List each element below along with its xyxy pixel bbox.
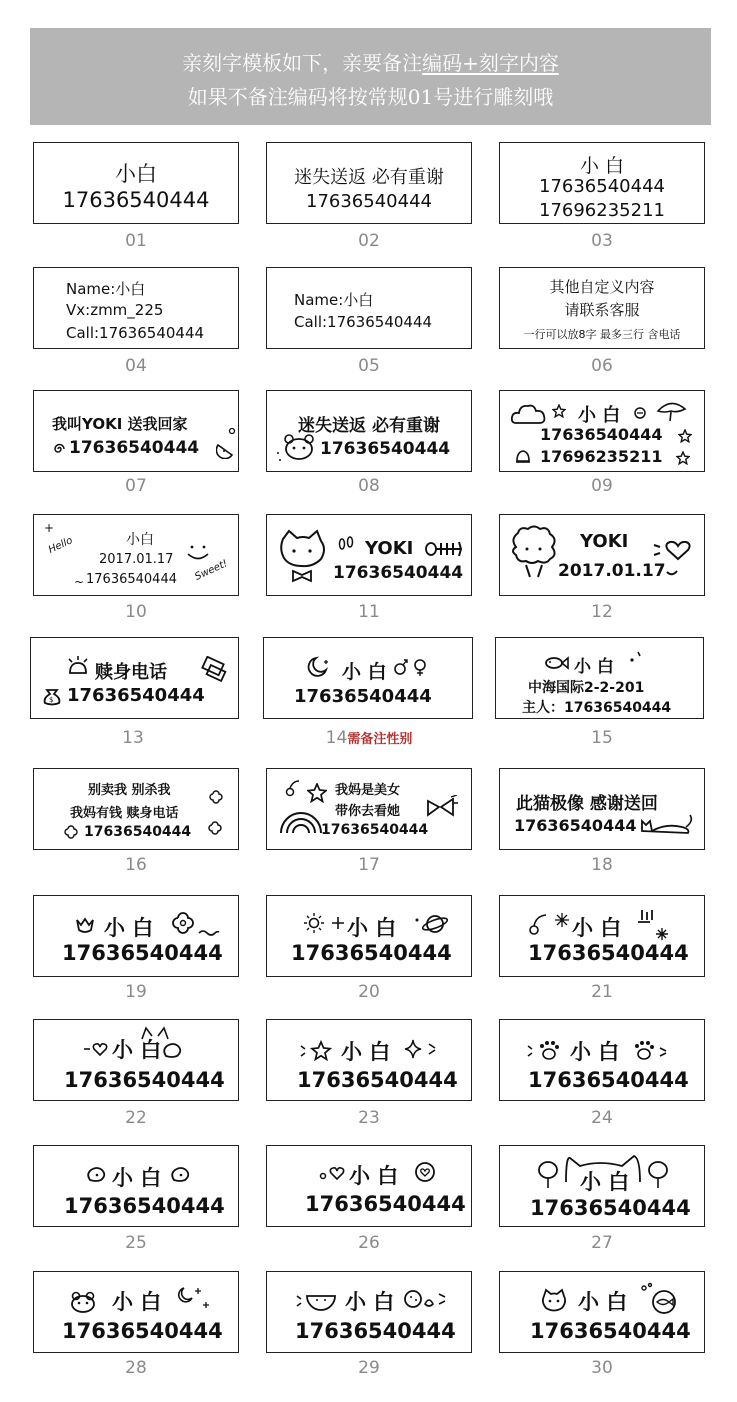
card-line: Name:小白 [66,280,146,298]
template-number: 18 [591,855,613,875]
template-number: 02 [358,231,380,251]
card-name: 小 白 [349,1164,399,1188]
template-number: 10 [125,602,147,622]
template-number: 07 [125,476,147,496]
template-card-02[interactable] [266,142,472,224]
moon-icon [304,656,332,678]
card-phone: 17636540444 [539,176,665,197]
card-phone: 17636540444 [514,816,637,835]
template-card-29[interactable] [266,1271,472,1353]
sparkles-icon [636,908,674,942]
card-phone: 17636540444 [530,1319,691,1343]
template-number: 12 [591,602,613,622]
bear-icon [275,431,321,463]
card-line: Name:小白 [294,291,374,309]
template-number: 23 [358,1108,380,1128]
tulip-icon [72,916,98,938]
heart-circle-icon [413,1160,437,1184]
strawberry-icon [403,1286,449,1312]
paw-icon [526,1040,564,1062]
banner-line-2: 如果不备注编码将按常规01号进行雕刻哦 [187,85,554,109]
smile-icon [184,543,214,563]
card-phone: 17636540444 [305,1192,466,1216]
speech-bubble-icon [170,1166,192,1184]
flower-icon [208,789,224,805]
sun-icon [303,912,325,934]
heart-icon [319,1162,345,1182]
card-name: 小白 [115,162,157,186]
card-phone: 17636540444 [64,1194,225,1218]
card-phone: 17636540444 [321,822,429,838]
star-icon [678,429,692,443]
card-line: 我妈有钱 赎身电话 [70,806,179,821]
template-number: 08 [358,476,380,496]
card-name: 小 白 [112,1290,162,1314]
banner-line-1: 亲刻字模板如下，亲要备注编码+刻字内容 [182,51,559,75]
flower-icon [170,910,196,936]
template-card-24[interactable] [499,1019,705,1101]
plus-icon: + [44,521,55,535]
bow-icon [425,795,459,821]
card-line: 带你去看她 [335,804,401,819]
card-line: 请联系客服 [564,301,640,319]
template-card-06[interactable] [499,267,705,349]
template-card-05[interactable] [266,267,472,349]
template-number: 09 [591,476,613,496]
template-card-20[interactable] [266,895,472,977]
card-phone: 17636540444 [84,824,192,840]
card-owner-phone: 主人：17636540444 [522,700,672,716]
template-number: 30 [591,1358,613,1378]
card-phone: 17636540444 [86,572,177,587]
planet-icon [409,910,449,938]
plus-icon: ~ [74,575,85,589]
template-number-14: 14需备注性别 [325,728,413,748]
card-line: 其他自定义内容 [549,278,655,296]
template-card-10[interactable] [33,514,239,596]
template-number: 16 [125,855,147,875]
card-line: Call:17636540444 [294,313,433,331]
gender-note: 需备注性别 [347,732,413,747]
card-phone: 17636540444 [291,941,452,965]
flower-icon [64,825,78,839]
template-number: 06 [591,356,613,376]
wave-icon [198,928,220,936]
template-number: 04 [125,356,147,376]
ball-icon [633,406,647,420]
card-line: 一行可以放8字 最多三行 含电话 [523,328,681,341]
card-name: 小 白 [112,1038,162,1062]
bear-face-icon [68,1290,98,1314]
mushroom-icon [655,399,689,423]
card-line: Vx:zmm_225 [66,301,164,319]
bell-icon [514,448,532,466]
header-banner [30,28,711,125]
heart-icon [82,1042,108,1056]
template-card-04[interactable] [33,267,239,349]
template-number: 24 [591,1108,613,1128]
template-number: 11 [358,602,380,622]
card-line: 别卖我 别杀我 [88,783,171,798]
card-line: Call:17636540444 [66,324,205,342]
card-phone: 17636540444 [297,1068,458,1092]
template-number: 15 [591,728,613,748]
cat-icon [275,529,331,587]
template-card-15[interactable] [495,637,704,719]
template-card-18[interactable] [499,768,705,850]
money-bag-icon [41,686,63,706]
card-name: YOKI [365,538,414,559]
sweet-text: Sweet! [193,558,230,583]
sparkle-icon [403,1038,441,1062]
template-card-27[interactable] [499,1145,705,1227]
template-number: 19 [125,982,147,1002]
template-card-30[interactable] [499,1271,705,1353]
card-phone: 17636540444 [294,686,432,707]
template-number: 25 [125,1233,147,1253]
card-name: 小 白 [104,916,154,940]
template-card-22[interactable] [33,1019,239,1101]
cherries-icon [528,912,552,936]
card-name: 小 白 [578,405,621,426]
template-number: 17 [358,855,380,875]
sparkle-icon [628,650,644,664]
cloud-icon [510,401,550,427]
template-number: 26 [358,1233,380,1253]
card-name: 小 白 [341,1040,391,1064]
card-phone: 17636540444 [295,1319,456,1343]
template-number: 22 [125,1108,147,1128]
template-card-12[interactable] [499,514,705,596]
card-phone: 17636540444 [306,191,432,212]
card-name: 小 白 [112,1166,162,1190]
card-date: 2017.01.17 [99,552,174,567]
template-number: 01 [125,231,147,251]
card-name: 小 白 [345,1290,395,1314]
card-phone-2: 17696235211 [539,200,665,221]
card-name: 小 白 [580,1170,630,1194]
card-name: 小 白 [574,657,614,677]
cat-face-icon [540,1288,568,1314]
sparkle-icon [554,912,570,928]
drops-icon [337,535,355,551]
template-number: 28 [125,1358,147,1378]
dot-icon [228,427,236,435]
card-phone: 17636540444 [62,1319,223,1343]
template-number: 03 [591,231,613,251]
card-line: 迷失送返 必有重谢 [294,167,444,188]
lion-icon [508,525,560,581]
template-number: 13 [122,728,144,748]
card-phone: 17636540444 [67,685,205,706]
card-phone: 17636540444 [62,188,210,212]
template-number: 27 [591,1233,613,1253]
card-phone: 17636540444 [62,941,223,965]
template-card-19[interactable] [33,895,239,977]
template-card-25[interactable] [33,1145,239,1227]
template-card-03[interactable] [499,142,705,224]
template-card-17[interactable] [266,768,472,850]
hello-text: Hello [46,535,75,556]
card-phone: 17636540444 [540,425,663,444]
card-date: 2017.01.17 [558,561,666,581]
template-card-21[interactable] [499,895,705,977]
watermelon-icon [216,441,234,459]
svg-text:$: $ [49,696,54,704]
card-name: 小 白 [347,916,397,940]
card-name: 小 白 [572,916,622,940]
template-card-28[interactable] [33,1271,239,1353]
card-name: 小 白 [578,1290,628,1314]
card-line: 赎身电话 [95,662,167,683]
money-icon [199,656,227,684]
card-address: 中海国际2-2-201 [528,680,645,696]
template-number: 29 [358,1358,380,1378]
swirl-icon [52,442,66,456]
sleeping-cat-icon [640,813,696,835]
bubble-icon [162,1042,184,1060]
template-number: 21 [591,982,613,1002]
card-name: 小 白 [342,661,387,683]
template-card-23[interactable] [266,1019,472,1101]
watermelon-icon [295,1290,341,1314]
fishbowl-icon [640,1282,680,1316]
flower-icon [206,819,224,837]
moon-stars-icon [174,1284,214,1314]
gender-icon [392,657,430,677]
card-line: 迷失送返 必有重谢 [298,416,440,436]
flower-icon [676,451,690,465]
speech-bubble-icon [86,1166,108,1184]
rainbow-icon [277,807,327,837]
card-phone: 17636540444 [528,941,689,965]
card-phone-2: 17696235211 [540,447,663,466]
cherry-icon [285,779,305,797]
card-line: 我妈是美女 [335,783,401,798]
card-phone: 17636540444 [64,1068,225,1092]
card-name: YOKI [580,531,629,552]
template-number: 05 [358,356,380,376]
mouth-icon [665,567,679,577]
card-line: 我叫YOKI 送我回家 [52,415,188,433]
star-icon [552,404,566,418]
card-name: 小 白 [579,155,625,177]
card-line: 此猫极像 感谢送回 [516,794,658,814]
star-icon [307,783,327,803]
sparkle-icon [331,916,345,930]
template-card-11[interactable] [266,514,472,596]
card-phone: 17636540444 [320,439,451,459]
template-card-26[interactable] [266,1145,472,1227]
paw-icon [632,1040,672,1062]
card-phone: 17636540444 [69,438,200,458]
cat-ears-icon [138,1026,172,1040]
card-name: 小白 [126,532,154,548]
template-card-01[interactable] [33,142,239,224]
banner-underlined-text: 编码+刻字内容 [422,51,559,75]
template-card-07[interactable] [33,390,239,472]
template-number: 20 [358,982,380,1002]
card-phone: 17636540444 [333,563,464,583]
heart-icon [650,539,694,563]
fish-icon [544,655,570,671]
card-name: 小 白 [570,1040,620,1064]
star-icon [299,1040,337,1062]
card-phone: 17636540444 [528,1068,689,1092]
template-card-14[interactable] [263,637,473,719]
sun-face-icon [66,655,90,675]
fishbone-icon [425,539,465,559]
template-card-16[interactable] [33,768,239,850]
template-card-08[interactable] [266,390,472,472]
template-card-13[interactable] [30,637,239,719]
card-phone: 17636540444 [530,1196,691,1220]
template-card-09[interactable] [499,390,705,472]
